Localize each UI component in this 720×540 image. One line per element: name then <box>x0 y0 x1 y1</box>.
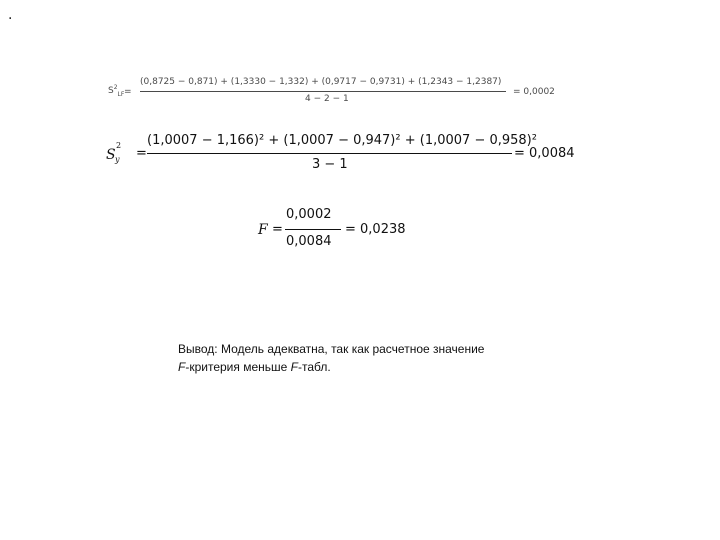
fraction-bar <box>147 153 512 154</box>
conclusion-fragment: -критерия меньше <box>185 360 291 374</box>
formula-numerator: (1,0007 − 1,166)² + (1,0007 − 0,947)² + (1,0007 − 0,958)² <box>147 133 537 148</box>
formula-lhs-base: S <box>106 147 116 163</box>
fraction-bar <box>285 229 341 230</box>
formula-result: = 0,0002 <box>513 87 555 97</box>
conclusion-line-1: Вывод: Модель адекватна, так как расчетное значение <box>178 342 485 356</box>
formula-equals: = <box>136 146 147 161</box>
slide-marker: . <box>8 7 13 23</box>
formula-result: = 0,0084 <box>514 146 575 161</box>
formula-lhs-sup: 2 <box>116 141 122 150</box>
conclusion-text <box>178 340 538 376</box>
formula-denominator: 4 − 2 − 1 <box>305 94 349 104</box>
formula-lhs: F <box>258 222 268 238</box>
formula-result: = 0,0238 <box>345 222 406 237</box>
conclusion-line-2 <box>178 358 538 376</box>
formula-lhs-sub: LF <box>117 90 125 98</box>
formula-lhs-sub: y <box>115 155 120 164</box>
formula-denominator: 0,0084 <box>286 234 332 249</box>
f-symbol: F <box>290 360 298 374</box>
fraction-bar <box>140 91 506 92</box>
formula-numerator: (0,8725 − 0,871) + (1,3330 − 1,332) + (0,9717 − 0,9731) + (1,2343 − 1,2387) <box>140 77 502 87</box>
conclusion-fragment: -табл. <box>298 360 331 374</box>
formula-denominator: 3 − 1 <box>312 157 348 172</box>
formula-lhs-base: S <box>108 86 114 96</box>
formula-equals: = <box>124 87 132 97</box>
f-symbol: F <box>178 360 186 374</box>
formula-numerator: 0,0002 <box>286 207 332 222</box>
formula-lhs-sup: 2 <box>113 84 118 91</box>
formula-lhs <box>108 84 124 98</box>
formula-lhs <box>106 141 122 164</box>
formula-equals: = <box>272 222 283 237</box>
